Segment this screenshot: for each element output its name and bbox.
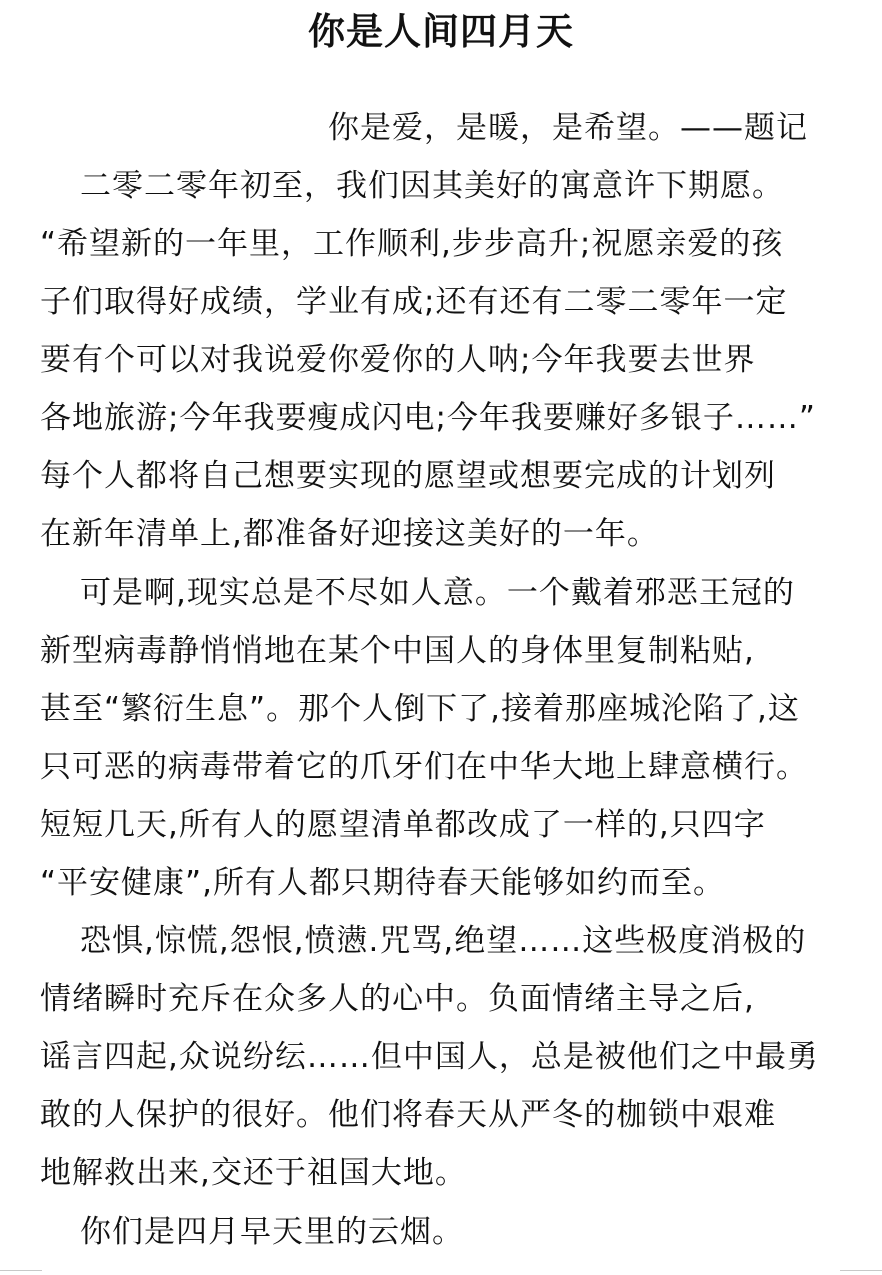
paragraph-line: 二零二零年初至，我们因其美好的寓意许下期愿。	[80, 168, 784, 204]
document-title: 你是人间四月天	[308, 10, 574, 53]
paragraph-line: 要有个可以对我说爱你爱你的人呐;今年我要去世界	[40, 342, 756, 378]
epigraph-line: 你是爱，是暖，是希望。——题记	[328, 110, 808, 146]
paragraph-line: 情绪瞬时充斥在众多人的心中。负面情绪主导之后,	[40, 981, 755, 1017]
paragraph-line: 新型病毒静悄悄地在某个中国人的身体里复制粘贴,	[40, 633, 755, 669]
paragraph-line: 谣言四起,众说纷纭……但中国人，总是被他们之中最勇	[40, 1039, 819, 1075]
paragraph-line: 子们取得好成绩，学业有成;还有还有二零二零年一定	[40, 284, 788, 320]
paragraph-line: 甚至“繁衍生息”。那个人倒下了,接着那座城沦陷了,这	[40, 691, 800, 727]
paragraph-line: 在新年清单上,都准备好迎接这美好的一年。	[40, 516, 659, 552]
page-corner-mark-left	[0, 1270, 42, 1275]
paragraph-line: 恐惧,惊慌,怨恨,愤懑.咒骂,绝望……这些极度消极的	[80, 923, 807, 959]
paragraph-line: 每个人都将自己想要实现的愿望或想要完成的计划列	[40, 458, 776, 494]
paragraph-line: 敢的人保护的很好。他们将春天从严冬的枷锁中艰难	[40, 1097, 776, 1133]
paragraph-line: 短短几天,所有人的愿望清单都改成了一样的,只四字	[40, 807, 766, 843]
page-corner-mark-right	[840, 1270, 882, 1275]
paragraph-line: “希望新的一年里，工作顺利,步步高升;祝愿亲爱的孩	[40, 226, 784, 262]
paragraph-line: “平安健康”,所有人都只期待春天能够如约而至。	[40, 865, 725, 901]
paragraph-line: 地解救出来,交还于祖国大地。	[40, 1155, 467, 1191]
paragraph-line: 各地旅游;今年我要瘦成闪电;今年我要赚好多银子……”	[40, 400, 816, 436]
paragraph-line: 只可恶的病毒带着它的爪牙们在中华大地上肆意横行。	[40, 749, 808, 785]
paragraph-line: 可是啊,现实总是不尽如人意。一个戴着邪恶王冠的	[80, 575, 795, 611]
paragraph-line: 你们是四月早天里的云烟。	[80, 1214, 464, 1250]
